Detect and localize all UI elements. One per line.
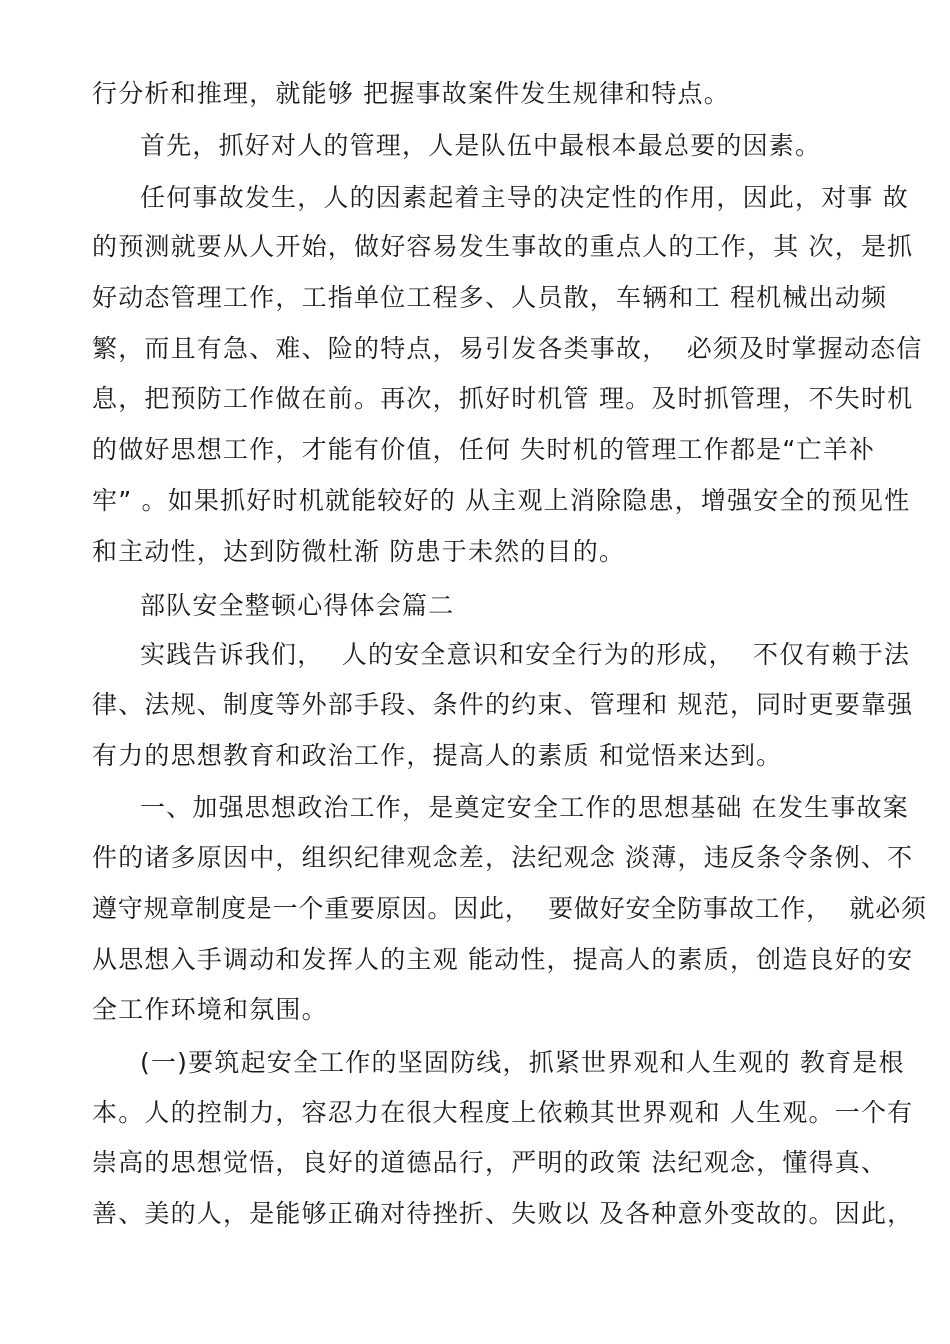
text-line-3: 任何事故发生，人的因素起着主导的决定性的作用，因此，对事 故 bbox=[140, 183, 909, 212]
text-line-5: 好动态管理工作，工指单位工程多、人员散，车辆和工 程机械出动频 bbox=[92, 283, 888, 312]
text-line-7: 息，把预防工作做在前。再次，抓好时机管 理。及时抓管理，不失时机 bbox=[92, 384, 914, 413]
text-line-14: 有力的思想教育和政治工作，提高人的素质 和觉悟来达到。 bbox=[92, 741, 783, 770]
text-line-4: 的预测就要从人开始，做好容易发生事故的重点人的工作，其 次，是抓 bbox=[92, 232, 914, 261]
text-line-19: 全工作环境和氛围。 bbox=[92, 995, 328, 1024]
text-line-15: 一、加强思想政治工作，是奠定安全工作的思想基础 在发生事故案 bbox=[140, 793, 909, 822]
text-line-8: 的做好思想工作，才能有价值，任何 失时机的管理工作都是“亡羊补 bbox=[92, 435, 876, 464]
text-line-21: 本。人的控制力，容忍力在很大程度上依赖其世界观和 人生观。一个有 bbox=[92, 1098, 914, 1127]
text-line-1: 行分析和推理，就能够 把握事故案件发生规律和特点。 bbox=[92, 79, 730, 108]
text-line-17: 遵守规章制度是一个重要原因。因此， 要做好安全防事故工作， 就必须 bbox=[92, 894, 927, 923]
section-heading: 部队安全整顿心得体会篇二 bbox=[140, 591, 455, 620]
text-line-13: 律、法规、制度等外部手段、条件的约束、管理和 规范，同时更要靠强 bbox=[92, 690, 914, 719]
text-line-20: (一)要筑起安全工作的坚固防线，抓紧世界观和人生观的 教育是根 bbox=[140, 1048, 905, 1077]
text-line-12: 实践告诉我们， 人的安全意识和安全行为的形成， 不仅有赖于法 bbox=[140, 640, 911, 669]
text-line-22: 崇高的思想觉悟，良好的道德品行，严明的政策 法纪观念，懂得真、 bbox=[92, 1148, 888, 1177]
text-line-9: 牢” 。如果抓好时机就能较好的 从主观上消除隐患，增强安全的预见性 bbox=[92, 486, 911, 515]
text-line-6: 繁，而且有急、难、险的特点，易引发各类事故， 必须及时掌握动态信 bbox=[92, 334, 923, 363]
text-line-10: 和主动性，达到防微杜渐 防患于未然的目的。 bbox=[92, 537, 626, 566]
text-line-23: 善、美的人，是能够正确对待挫折、失败以 及各种意外变故的。因此， bbox=[92, 1199, 914, 1228]
text-line-16: 件的诸多原因中，组织纪律观念差，法纪观念 淡薄，违反条令条例、不 bbox=[92, 843, 914, 872]
text-line-18: 从思想入手调动和发挥人的主观 能动性，提高人的素质，创造良好的安 bbox=[92, 945, 914, 974]
text-line-2: 首先，抓好对人的管理，人是队伍中最根本最总要的因素。 bbox=[140, 131, 822, 160]
